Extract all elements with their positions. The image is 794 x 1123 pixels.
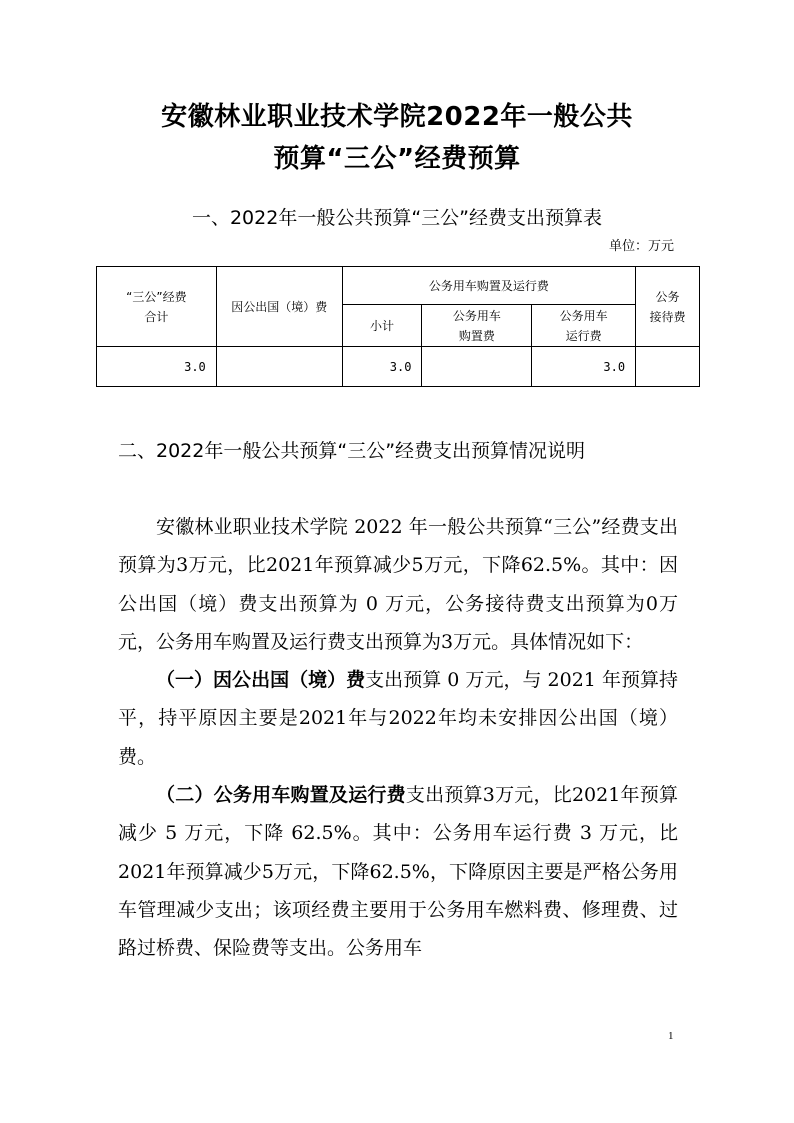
cell-operation: 3.0: [532, 347, 636, 387]
header-total: “三公”经费 合计: [97, 267, 217, 347]
title-line-1: 安徽林业职业技术学院2022年一般公共: [161, 102, 633, 132]
paragraph-summary: 安徽林业职业技术学院 2022 年一般公共预算“三公”经费支出预算为3万元，比2021年预算减少5万元，下降62.5%。其中：因公出国（境）费支出预算为 0 万元，公务接待费支出预算为0万元，公务用车购置及运行费支出预算为3万元。具体情况如下：: [118, 516, 678, 653]
header-reception: 公务 接待费: [636, 267, 700, 347]
cell-total: 3.0: [97, 347, 217, 387]
paragraph-abroad-text: 支出预算 0 万元，与 2021 年预算持平，持平原因主要是2021年与2022年均未安排因公出国（境）费。: [118, 669, 678, 768]
section-2-heading: 二、2022年一般公共预算“三公”经费支出预算情况说明: [118, 440, 586, 462]
cell-subtotal: 3.0: [342, 347, 422, 387]
page-number: 1: [668, 1030, 674, 1042]
paragraph-abroad: [118, 661, 678, 776]
header-subtotal: 小计: [342, 305, 422, 347]
header-abroad: 因公出国（境）费: [216, 267, 342, 347]
paragraph-vehicle-text: 支出预算3万元，比2021年预算减少 5 万元，下降 62.5%。其中：公务用车运行费 3 万元，比2021年预算减少5万元，下降62.5%，下降原因主要是严格公务用车管理减少支出；该项经费主要用于公务用车燃料费、修理费、过路过桥费、保险费等支出。公务用车: [118, 784, 678, 960]
title-line-2: 预算“三公”经费预算: [273, 144, 521, 174]
section-1-heading: 一、2022年一般公共预算“三公”经费支出预算表: [191, 207, 603, 229]
paragraph-vehicle: [118, 776, 678, 967]
paragraph-vehicle-heading: （二）公务用车购置及运行费: [156, 784, 406, 807]
document-title: [100, 96, 694, 180]
header-purchase: 公务用车 购置费: [422, 305, 532, 347]
header-vehicle-group: 公务用车购置及运行费: [342, 267, 635, 305]
unit-label: 单位：万元: [608, 239, 674, 254]
cell-purchase: [422, 347, 532, 387]
body-text: [118, 508, 678, 968]
budget-table: [96, 266, 700, 387]
paragraph-abroad-heading: （一）因公出国（境）费: [156, 669, 366, 692]
cell-reception: [636, 347, 700, 387]
header-operation: 公务用车 运行费: [532, 305, 636, 347]
table-row: [97, 347, 700, 387]
cell-abroad: [216, 347, 342, 387]
